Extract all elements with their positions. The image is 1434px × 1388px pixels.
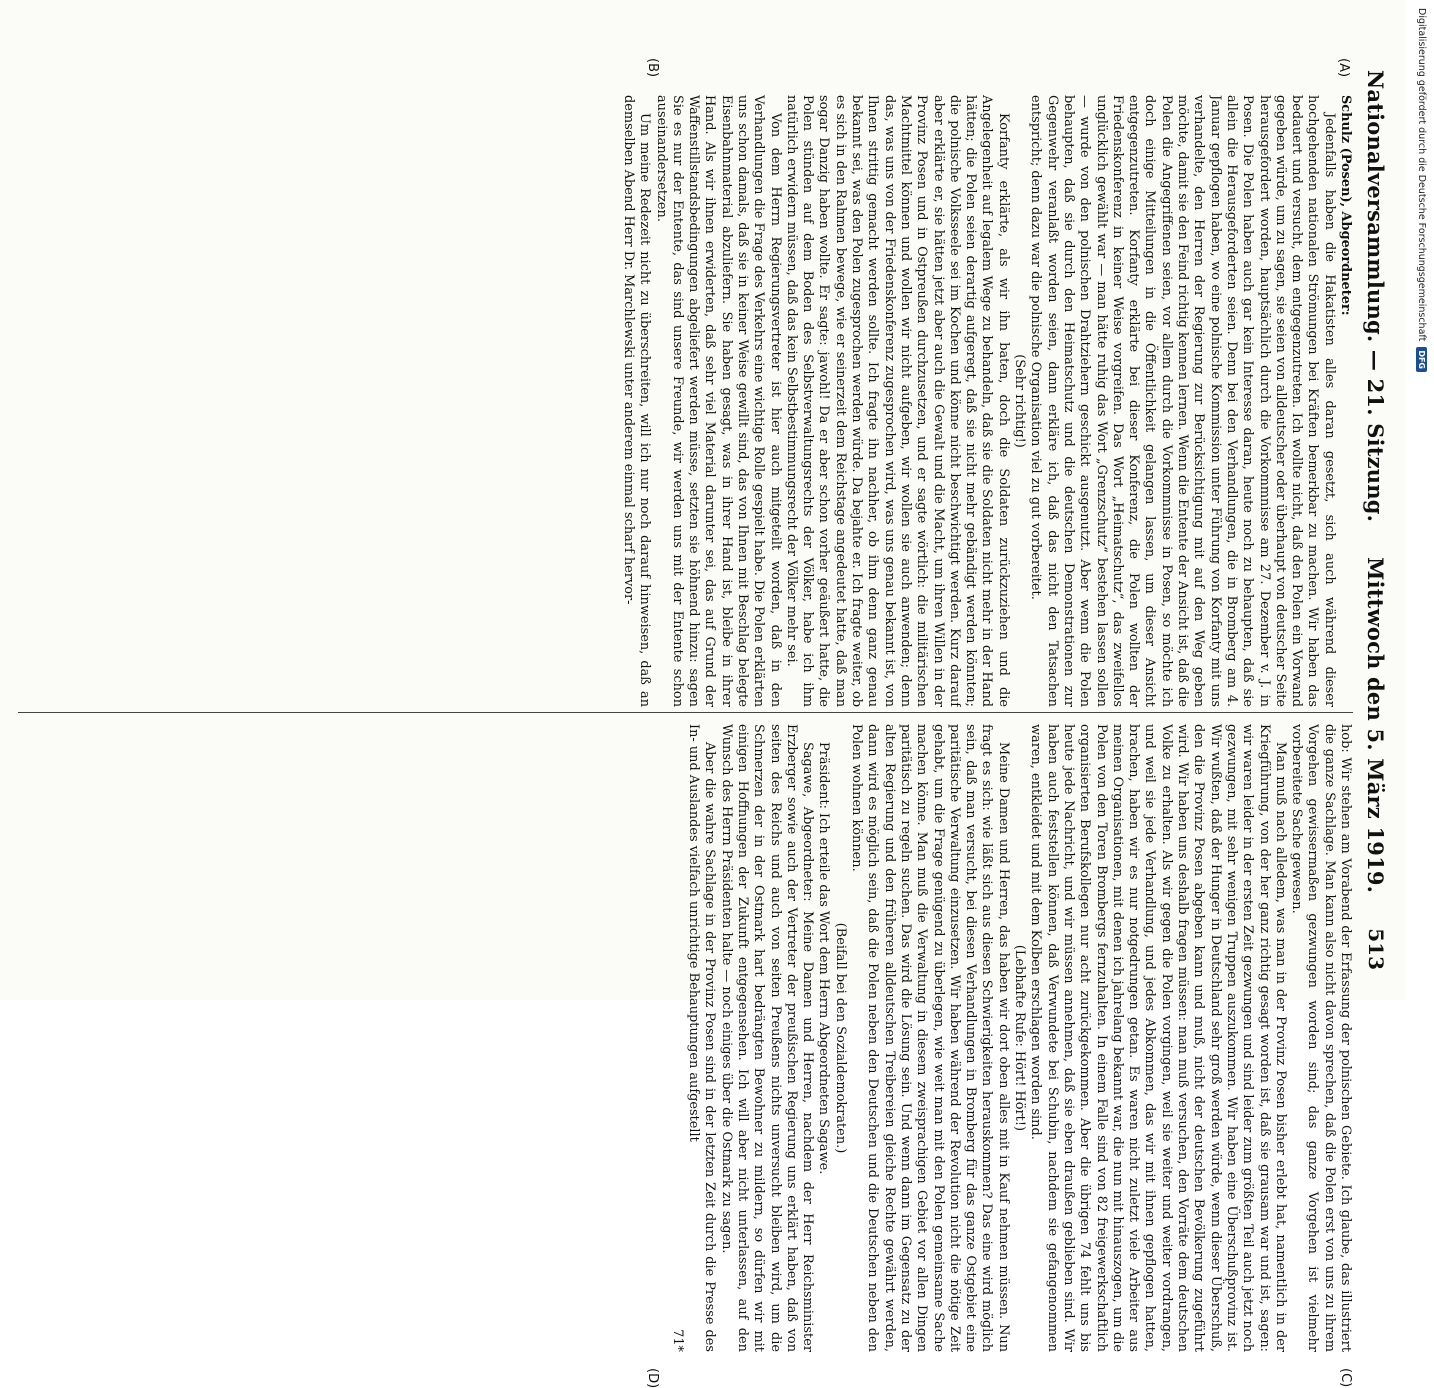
credit-text: Digitalisierung gefördert durch die Deutsche Forschungsgemeinschaft — [1416, 8, 1428, 342]
margin-marker-a: (A) — [1336, 58, 1351, 78]
margin-marker-c: (C) — [1338, 1368, 1353, 1388]
dfg-logo: DFG — [1417, 347, 1428, 372]
interjection: (Lebhafte Rufe: Hört! Hört!) — [1012, 944, 1028, 1132]
page-number: 513 — [1364, 928, 1388, 970]
column-divider — [18, 712, 1353, 713]
paragraph: Korfanty erklärte, als wir ihn baten, doch die Soldaten zurückzuziehen und die Angelegenheit auf legalem Wege zu behandeln, daß sie die Soldaten nicht mehr in der Hand hätten; die Polen seien derartig aufgeregt, daß sie nicht mehr gebändigt werden könnten; die polnische Volksseele sei im Kochen und könne nicht beschwichtigt werden. Kurz darauf aber erklärte er, sie hätten jetzt aber auch die Gewalt und die Macht, um ihren Willen in der Provinz Posen und in Ostpreußen durchzusetzen, und er sagte wörtlich: die militärischen Machtmittel können und wollen wir nicht aufgeben, wir wollen sie auch anwenden; denn das, was uns von der Friedenskonferenz zugesprochen wird, was uns genau bekannt ist, von Ihnen strittig gemacht werden sollte. Ich fragte ihn nachher, ob ihm denn ganz genau bekannt sei, was den Polen zugesprochen werden würde. Da bejahte er. Ich fragte weiter, ob es sich in den Rahmen bewege, wie er seinerzeit dem Reichstage angedeutet hatte, daß man sogar Danzig haben wollte. Er sagte: jawohl! Da er aber schon vorher geäußert hatte, die Polen stünden auf dem Boden des Selbstverwaltungsrechts der Völker, habe ich ihm natürlich erwidern müssen, daß das kein Selbstbestimmungsrecht der Völker mehr sei. — [783, 95, 1011, 707]
paragraph: 71* — [669, 1329, 685, 1352]
paragraph: hob: Wir stehen am Vorabend der Erfassung der polnischen Gebiete. Ich glaube, das illustriert die ganze Sachlage. Man kann also nicht davon sprechen, daß die Polen erst von uns zu ihrem Vorgehen gewissermaßen gezwungen worden sind; das ganze Vorgehen ist vielmehr vorbereitete Sache gewesen. — [1289, 724, 1353, 1352]
interjection: (Beifall bei den Sozialdemokraten.) — [832, 922, 848, 1154]
right-column — [18, 724, 1353, 1352]
paragraph: Man muß nach alledem, was man in der Provinz Posen bisher erlebt hat, namentlich in der Kriegführung, von der her ganz richtig gesagt worden ist, daß sie grausam war und ist, sagen: wir waren leider in der ersten Zeit gezwungen und sind leider zum größten Teil auch jetzt noch gezwungen, mit sehr wenigen Truppen auszukommen. Wir haben eine Überschußprovinz ist. Wir wußten, daß der Hunger in Deutschland sehr groß werden würde, wenn dieser Überschuß, den die Provinz Posen abgeben kann und muß, nicht der deutschen Bevölkerung zugeführt wird. Wir haben uns deshalb fragen müssen: man muß versuchen, den Vorräte dem deutschen Volke zu erhalten. Als wir gegen die Polen vorgingen, weil sie weiter und weiter vordrangen, und weil sie jede Verhandlung, und jedes Abkommen, das wir mit ihnen gepflogen hatten, brachen, haben wir es nur notgedrungen getan. Es waren nicht zuletzt viele Arbeiter aus meinen Organisationen, mit denen ich jahrelang bekannt war, die nun mit hinauszogen, um die Polen von den Toren Brombergs fernzuhalten. In einem Falle sind von 82 freigewerkschaftlich organisierten Berufskollegen nur acht zurückgekommen. Aber die übrigen 74 fehlt uns bis heute jede Nachricht, und wir müssen annehmen, daß sie eben draußen geblieben sind. Wir haben auch feststellen können, daß Verwundete bei Schubin, nachdem sie gefangenommen waren, entkleidet und mit dem Kolben erschlagen worden sind. — [1028, 724, 1288, 1352]
speaker-label: Schulz (Posen), Abgeordneter: — [1338, 95, 1353, 316]
header-title: Nationalversammlung. — 21. Sitzung. — [1363, 70, 1389, 523]
header-date: Mittwoch den 5. März 1919. — [1363, 557, 1389, 894]
paragraph: Aber die wahre Sachlage in der Provinz Posen sind in der letzten Zeit durch die Presse des In- und Auslandes vielfach unrichtige Behauptungen aufgestellt — [686, 724, 718, 1352]
paragraph: Von dem Herrn Regierungsvertreter ist hier auch mitgeteilt worden, daß in den Verhandlungen die Frage des Verkehrs eine wichtige Rolle gespielt habe. Die Polen erklärten uns schon damals, daß sie in keiner Weise gewillt sind, das von Ihnen mit Beschlag belegte Eisenbahnmaterial abzuliefern. Sie haben gesagt, was in ihrer Hand ist, bleibe in ihrer Hand. Als wir ihnen erwiderten, daß sehr viel Material darunter sei, das auf Grund der Waffenstillstandsbedingungen abgeliefert werden müsse, setzten sie höhnend hinzu: sagen Sie es nur der Entente, das sind unsere Freunde, wir werden uns mit der Entente schon auseinandersetzen. — [653, 95, 783, 707]
paragraph: Präsident: Ich erteile das Wort dem Herrn Abgeordneten Sagawe. — [816, 742, 832, 1175]
page-header — [1361, 70, 1391, 970]
paragraph: Sagawe, Abgeordneter: Meine Damen und Herren, nachdem der Herr Reichsminister Erzberger sowie auch der Vertreter der preußischen Regierung uns erklärt haben, daß von seiten des Reichs und auch von seiten Preußens nichts unversucht bleiben wird, um die Schmerzen der in der Ostmark hart bedrängten Bewohner zu mildern, so dürfen wir mit einigen Hoffnungen der Zukunft entgegensehen. Ich will aber nicht unterlassen, auf den Wunsch des Herrn Präsidenten halte — noch einiges über die Ostmark zu sagen. — [718, 724, 816, 1352]
interjection: (Sehr richtig!) — [1012, 354, 1028, 448]
left-column — [18, 95, 1353, 707]
digitization-credit — [1410, 8, 1434, 998]
paragraph: Meine Damen und Herren, das haben wir dort oben alles mit in Kauf nehmen müssen. Nun fragt es sich: wie läßt sich aus diesen Schwierigkeiten herauskommen? Das eine wird möglich sein, daß man versucht, bei diesen Verhandlungen in Bromberg für das ganze Ostgebiet eine paritätische Verwaltung einzusetzen. Wir haben während der Revolution nicht die nötige Zeit gehabt, um die Frage genügend zu überlegen, wie weit man mit den Polen gemeinsame Sache machen könne. Man muß die Verwaltung in diesem zweisprachigen Gebiet vor allen Dingen paritätisch zu regeln suchen. Das wird die Lösung sein. Und wenn dann im Gegensatz zu der alten Regierung und den früheren alldeutschen Treibereien gleiche Rechte gewährt werden, dann wird es möglich sein, daß die Polen neben den Deutschen und die Deutschen neben den Polen wohnen können. — [849, 724, 1011, 1352]
margin-marker-d: (D) — [645, 1368, 660, 1388]
margin-marker-b: (B) — [645, 58, 660, 78]
paragraph: Um meine Redezeit nicht zu überschreiten, will ich nur noch darauf hinweisen, daß an demselben Abend Herr Dr. Marchlewski unter anderem einmal scharf hervor- — [620, 95, 653, 707]
paragraph: Jedenfalls haben die Hakatisten alles daran gesetzt, sich auch während dieser hochgehenden nationalen Strömungen bei Kräften bemerkbar zu machen. Wir haben das bedauert und versucht, dem entgegenzutreten. Ich wollte nicht, daß den Polen ein Vorwand gegeben würde, um zu sagen, sie seien von alldeutscher oder überhaupt von deutscher Seite herausgefordert worden, hauptsächlich durch die Vorkommnisse am 27. Dezember v. J. in Posen. Die Polen haben auch gar kein Interesse daran, heute noch zu behaupten, daß sie allein die Herausgeforderten seien. Denn bei den Verhandlungen, die in Bromberg am 4. Januar gepflogen haben, wo eine polnische Kommission unter Führung von Korfanty mit uns verhandelte, den Herren der Regierung zur Berücksichtigung mit auf den Weg geben möchte, damit sie den Feind richtig kennen lernen. Wenn die Entente der Ansicht ist, daß die Polen die Angegriffenen seien, vor allem durch die Vorkommnisse in Posen, so möchte ich doch einige Mitteilungen in die Öffentlichkeit gelangen lassen, um dieser Ansicht entgegenzutreten. Korfanty erklärte bei dieser Konferenz, die Polen wollten der Friedenskonferenz in keiner Weise vorgreifen. Das Wort „Heimatschutz“, das zweifellos unglücklich gewählt war — man hätte ruhig das Wort „Grenzschutz“ bestehen lassen sollen — wurde von den polnischen Drahtziehern geschickt ausgenutzt. Aber wenn die Polen behaupten, daß sie durch den Heimatschutz und die deutschen Demonstrationen zur Gegenwehr veranlaßt worden seien, dann erkläre ich, daß das nicht den Tatsachen entspricht; denn dazu war die polnische Organisation viel zu gut vorbereitet. — [1028, 95, 1337, 707]
